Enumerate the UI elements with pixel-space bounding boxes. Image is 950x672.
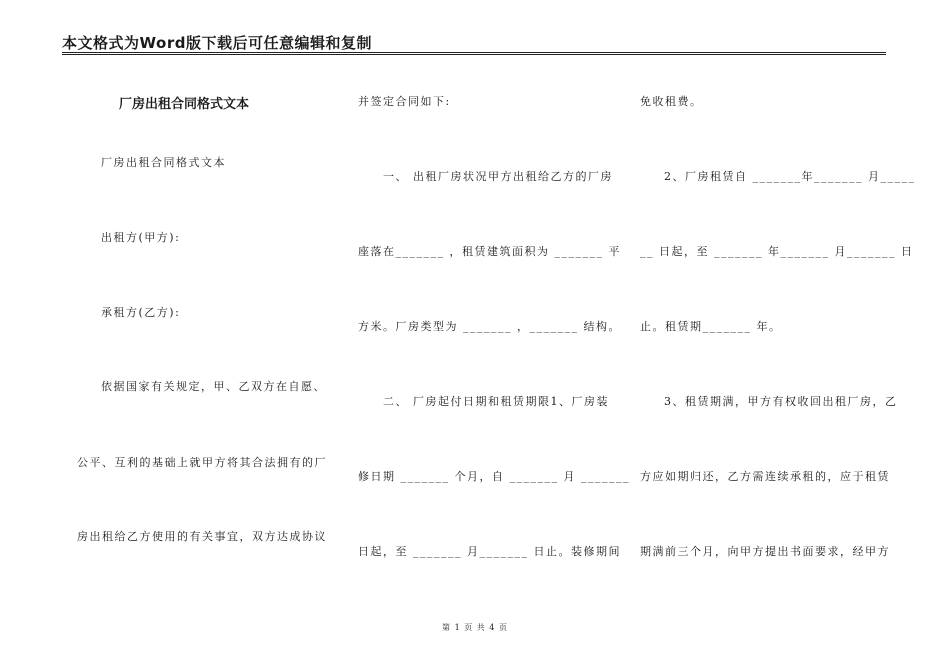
col1-line-4: 依据国家有关规定，甲、乙双方在自愿、 <box>101 380 326 393</box>
col3-line-3: __ 日起，至 _______ 年_______ 月_______ 日 <box>640 245 914 258</box>
col1-line-1: 厂房出租合同格式文本 <box>101 156 226 169</box>
col3-line-5: 3、租赁期满，甲方有权收回出租厂房，乙 <box>664 395 898 408</box>
col2-line-4: 方米。厂房类型为 _______ ，_______ 结构。 <box>358 320 621 333</box>
col3-line-6: 方应如期归还，乙方需连续承租的，应于租赁 <box>640 470 890 483</box>
col2-line-3: 座落在_______ ，租赁建筑面积为 _______ 平 <box>358 245 621 258</box>
col3-line-4: 止。租赁期_______ 年。 <box>640 320 782 333</box>
col1-line-6: 房出租给乙方使用的有关事宜，双方达成协议 <box>77 530 327 543</box>
header-rule <box>62 52 886 53</box>
col2-line-6: 修日期 _______ 个月，自 _______ 月 _______ <box>358 470 630 483</box>
col3-line-7: 期满前三个月，向甲方提出书面要求，经甲方 <box>640 545 890 558</box>
header-banner: 本文格式为Word版下载后可任意编辑和复制 <box>62 34 372 52</box>
col1-line-3: 承租方(乙方): <box>101 306 181 319</box>
page-number: 第 1 页 共 4 页 <box>442 623 508 632</box>
header-rule-thin <box>62 54 886 55</box>
col2-line-5: 二、 厂房起付日期和租赁期限1、厂房装 <box>383 395 609 408</box>
col2-line-2: 一、 出租厂房状况甲方出租给乙方的厂房 <box>383 170 613 183</box>
col2-line-1: 并签定合同如下: <box>358 95 451 108</box>
col3-line-2: 2、厂房租赁自 _______年_______ 月_____ <box>664 170 916 183</box>
col1-line-2: 出租方(甲方): <box>101 231 181 244</box>
col2-line-7: 日起，至 _______ 月_______ 日止。装修期间 <box>358 545 621 558</box>
col3-line-1: 免收租费。 <box>640 95 703 108</box>
col1-line-5: 公平、互利的基础上就甲方将其合法拥有的厂 <box>77 456 327 469</box>
document-title: 厂房出租合同格式文本 <box>119 97 250 112</box>
